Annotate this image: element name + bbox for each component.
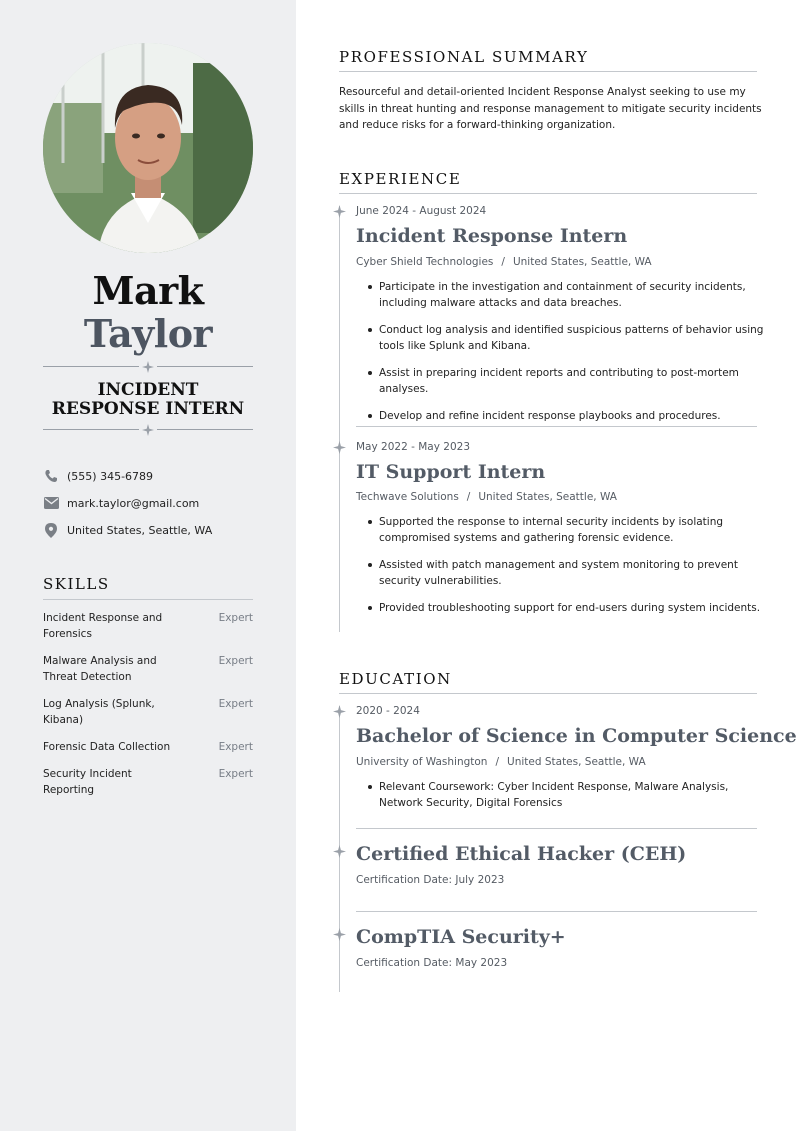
list-item: Supported the response to internal security incidents by isolating compromised systems and gathering forensic evidence. [356,514,770,546]
job-location: United States, Seattle, WA [512,256,652,268]
skill-level: Expert [218,655,253,667]
sparkle-icon [333,205,346,218]
job-role-line2: RESPONSE INTERN [51,399,245,419]
summary-heading: PROFESSIONAL SUMMARY [339,48,757,72]
degree-school-line: University of Washington / United States, Seattle, WA [356,756,646,768]
degree-location: United States, Seattle, WA [507,756,646,768]
job-title: IT Support Intern [356,461,546,483]
contact-phone [43,467,153,485]
list-item: Conduct log analysis and identified suspicious patterns of behavior using tools like Splunk and Kibana. [356,322,770,354]
skill-name: Forensic Data Collection [43,741,171,753]
skill-name: Malware Analysis and Threat Detection [43,655,157,683]
skills-heading: SKILLS [43,575,253,600]
education-separator [356,828,757,829]
sparkle-icon [142,361,154,373]
education-heading: EDUCATION [339,670,757,694]
sparkle-icon [333,705,346,718]
degree-date: 2020 - 2024 [356,705,420,717]
location-text: United States, Seattle, WA [67,523,213,537]
job-company-line: Techwave Solutions / United States, Seattle, WA [356,491,617,503]
job-date: June 2024 - August 2024 [356,205,487,217]
phone-icon [43,468,59,484]
list-item: Assist in preparing incident reports and contributing to post-mortem analyses. [356,365,770,397]
list-item: Assisted with patch management and system monitoring to prevent security vulnerabilities. [356,557,770,589]
list-item: Relevant Coursework: Cyber Incident Response, Malware Analysis, Network Security, Digital Forensics [356,779,770,811]
mail-icon [43,495,59,511]
sparkle-icon [333,928,346,941]
sparkle-icon [333,441,346,454]
degree-bullets [356,779,770,822]
education-separator [356,911,757,912]
job-separator [356,426,757,427]
job-company-line: Cyber Shield Technologies / United States, Seattle, WA [356,256,652,268]
contact-location [43,521,212,539]
job-role [0,381,296,419]
job-role-line1: INCIDENT [97,380,199,400]
degree-school: University of Washington [356,756,488,768]
role-divider [43,424,253,436]
contact-email [43,494,199,512]
phone-text: (555) 345-6789 [67,469,154,483]
sidebar [0,0,296,1131]
profile-photo [43,43,253,253]
skill-name: Log Analysis (Splunk, Kibana) [43,698,155,726]
degree-title: Bachelor of Science in Computer Science [356,725,797,747]
job-bullets [356,279,770,435]
certification-date: Certification Date: July 2023 [356,874,505,886]
skill-level: Expert [218,698,253,710]
last-name: Taylor [83,311,213,356]
name-divider [43,361,253,373]
experience-heading: EXPERIENCE [339,170,757,194]
job-bullets [356,514,770,627]
skill-name: Security Incident Reporting [43,768,132,796]
certification-title: Certified Ethical Hacker (CEH) [356,843,687,865]
location-pin-icon [43,522,59,538]
sparkle-icon [142,424,154,436]
list-item: Develop and refine incident response playbooks and procedures. [356,408,770,424]
experience-timeline [339,206,340,632]
skill-level: Expert [218,741,253,753]
skill-level: Expert [218,612,253,624]
list-item: Participate in the investigation and containment of security incidents, including malware attacks and data breaches. [356,279,770,311]
job-date: May 2022 - May 2023 [356,441,470,453]
job-company: Techwave Solutions [356,491,459,503]
certification-date: Certification Date: May 2023 [356,957,508,969]
list-item: Provided troubleshooting support for end-users during system incidents. [356,600,770,616]
job-company: Cyber Shield Technologies [356,256,494,268]
job-location: United States, Seattle, WA [478,491,617,503]
first-name: Mark [92,268,204,313]
summary-text: Resourceful and detail-oriented Incident Response Analyst seeking to use my skills in threat hunting and response management to mitigate security incidents and reduce risks for a forward-thinking organization. [339,86,762,131]
email-text: mark.taylor@gmail.com [67,496,200,510]
job-title: Incident Response Intern [356,225,628,247]
skill-name: Incident Response and Forensics [43,612,163,640]
main-content [296,0,800,1131]
sparkle-icon [333,845,346,858]
certification-title: CompTIA Security+ [356,926,566,948]
skill-level: Expert [218,768,253,780]
